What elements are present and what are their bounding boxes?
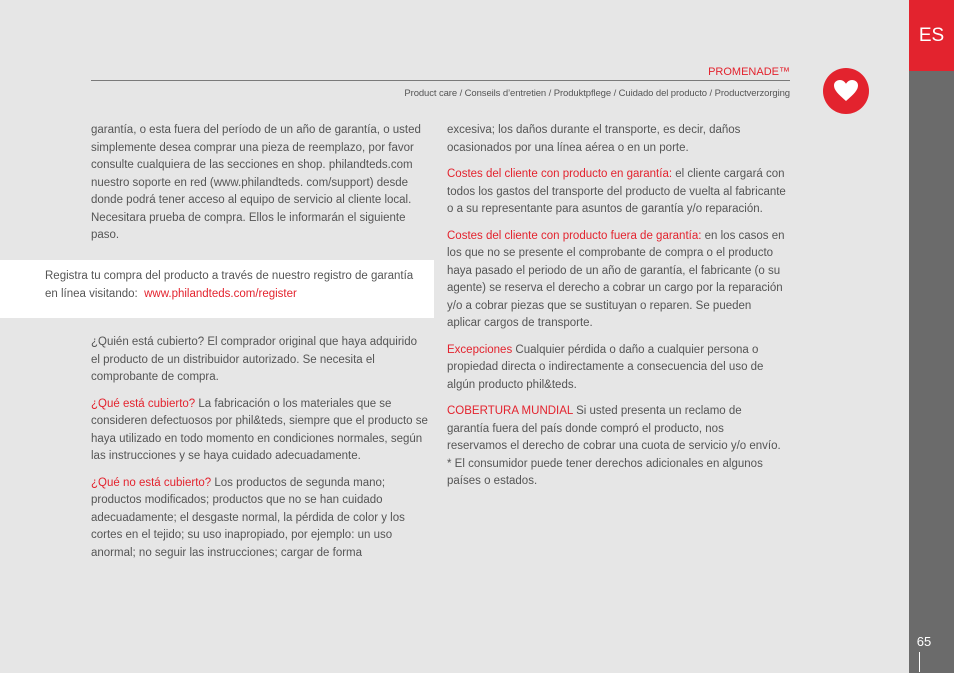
register-callout-text [45,268,415,303]
right-column [447,122,787,500]
out-of-warranty-costs-paragraph [447,228,787,333]
left-column-top [91,122,433,254]
heart-icon [833,79,859,103]
language-label: ES [918,24,945,46]
right-sidebar [909,0,954,673]
in-warranty-costs-paragraph [447,166,787,219]
heart-badge [823,68,869,114]
in-warranty-costs-body: el cliente cargará con todos los gastos del transporte del producto de vuelta al fabricante o a su representante para asuntos de garantía y/o reparación. [447,168,786,215]
warranty-intro-paragraph: garantía, o esta fuera del período de un año de garantía, o usted simplemente desea comprar una pieza de reemplazo, por favor consulte cualquiera de las secciones en shop. philandteds.com nuestro soporte en red (www.philandteds. com/support) desde donde podrá tener acceso al equipo de servicio al cliente local. Necesitara prueba de compra. Ellos le informarán el siguiente paso. [91,124,421,241]
register-callout [0,260,434,318]
who-covered-paragraph: ¿Quién está cubierto? El comprador original que haya adquirido el producto de un distribuidor autorizado. Se necesita el comprobante de compra. [91,336,418,383]
not-covered-body: Los productos de segunda mano; productos modificados; productos que no se han cuidado adecuadamente; el desgaste normal, la pérdida de color y los cortes en el tejido; su uso inapropiado, por ejemplo: un uso anormal; no seguir las instrucciones; cargar de forma [91,476,405,559]
worldwide-coverage-body: Si usted presenta un reclamo de garantía fuera del país donde compró el producto, nos reservamos el derecho de cobrar una cuota de servicio y/o envío. * El consumidor puede tener derechos adicionales en algunos países o estados. [447,405,781,487]
out-of-warranty-costs-body: en los casos en los que no se presente el comprobante de compra o el producto haya pasado el periodo de un año de garantía, el fabricante (o su agente) se reserva el derecho a cobrar un cargo por la reparación y/o a cobrar piezas que se sustituyan o reparen. Se pueden aplicar cargos de transporte. [447,229,785,329]
worldwide-coverage-paragraph [447,403,787,491]
page-number: 65 [916,634,932,649]
what-covered-heading: ¿Qué está cubierto? [91,397,196,410]
section-subtitle: Product care / Conseils d’entretien / Produktpflege / Cuidado del producto / Productverzorging [404,88,790,99]
register-text: Registra tu compra del producto a través de nuestro registro de garantía en línea visitando: [45,270,414,300]
in-warranty-costs-heading: Costes del cliente con producto en garantía: [447,168,673,180]
exceptions-heading: Excepciones [447,343,513,356]
brand-title: PROMENADE™ [708,66,790,78]
page-number-tick [919,652,920,672]
header-divider [91,80,790,81]
language-tab [909,0,954,71]
out-of-warranty-costs-heading: Costes del cliente con producto fuera de garantía: [447,229,702,242]
worldwide-coverage-heading: COBERTURA MUNDIAL [447,405,573,417]
exceptions-paragraph [447,342,787,395]
not-covered-paragraph [91,475,429,563]
register-link[interactable]: www.philandteds.com/register [144,287,297,300]
what-covered-paragraph [91,396,429,466]
what-covered-body: La fabricación o los materiales que se consideren defectuosos por phil&teds, siempre que el producto se haya utilizado en todo momento en condiciones normales, según las instrucciones y se haya cuidado adecuadamente. [91,397,428,462]
exceptions-body: Cualquier pérdida o daño a cualquier persona o propiedad directa o indirectamente a consecuencia del uso de algún producto phil&teds. [447,343,764,391]
not-covered-heading: ¿Qué no está cubierto? [91,476,212,489]
transport-damage-paragraph: excesiva; los daños durante el transporte, es decir, daños ocasionados por una línea aérea o en un porte. [447,124,741,154]
left-column-bottom [91,334,429,571]
